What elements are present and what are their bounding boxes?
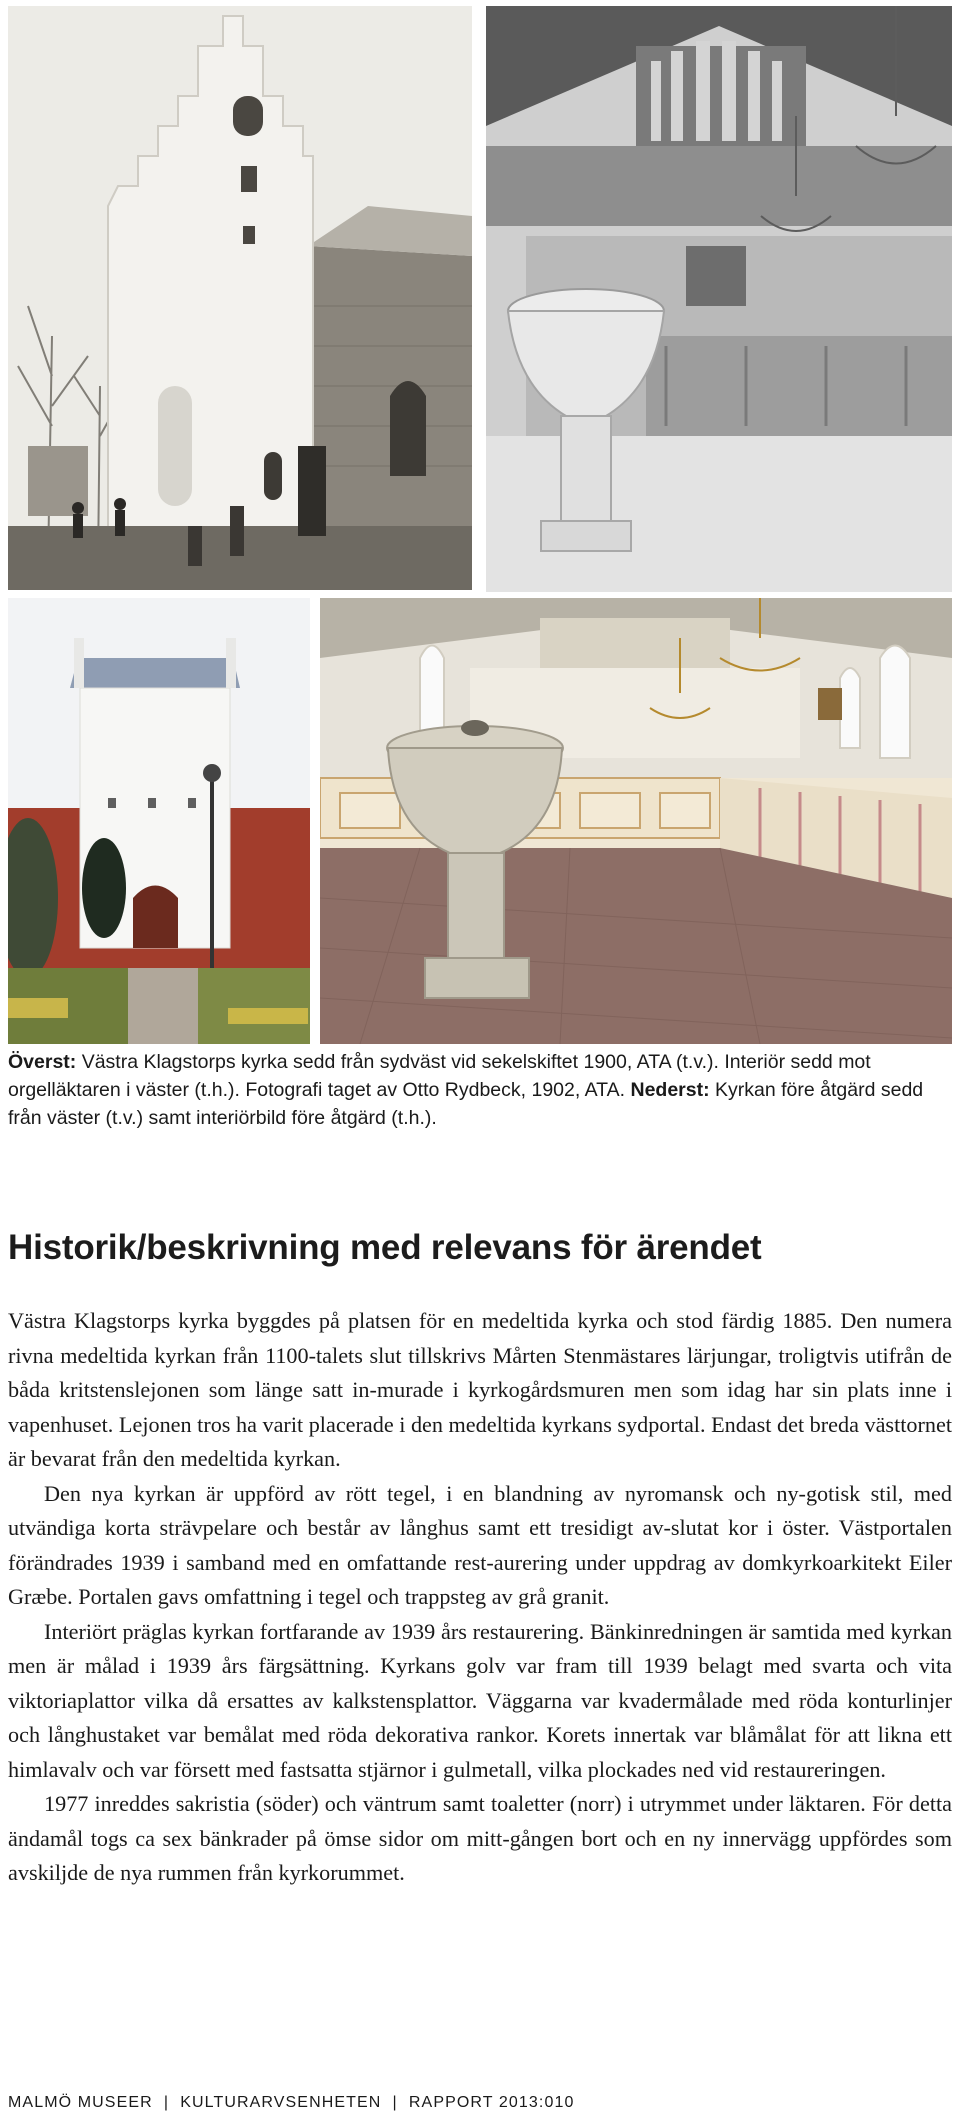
caption-text-top: Västra Klagstorps kyrka sedd från sydväst vid sekelskiftet 1900, ATA (t.v.). Interiör sedd mot orgelläktaren i väster (t.h.). Fotografi taget av Otto Rydbeck, 1902, ATA. xyxy=(8,1051,871,1101)
photo-exterior-west-before-image xyxy=(8,598,310,1044)
body-text xyxy=(8,1304,952,1891)
caption-label-bottom: Nederst: xyxy=(630,1079,710,1101)
paragraph-2: Den nya kyrkan är uppförd av rött tegel, i en blandning av nyromansk och ny-gotisk stil, med utvändiga korta strävpelare och består av långhus samt ett tresidigt av-slutat kor i öster. Västportalen förändrades 1939 i samband med en omfattande rest-aurering under uppdrag av domkyrkoarkitekt Eiler Græbe. Portalen gavs omfattning i tegel och trappsteg av grå granit. xyxy=(8,1480,952,1609)
caption-text-bottom: Kyrkan före åtgärd sedd från väster (t.v.) samt interiörbild före åtgärd (t.h.). xyxy=(8,1079,924,1129)
photo-exterior-west-before xyxy=(8,598,310,1044)
photo-interior-1902 xyxy=(486,6,952,592)
section-heading: Historik/beskrivning med relevans för ärendet xyxy=(8,1228,762,1267)
paragraph-1: Västra Klagstorps kyrka byggdes på platsen för en medeltida kyrka och stod färdig 1885. Den numera rivna medeltida kyrkan från 1100-talets slut tillskrivs Mårten Stenmästares lärjungar, troligtvis utifrån de båda kritstenslejonen som länge satt in-murade i kyrkogårdsmuren men som idag har sin plats inne i vapenhuset. Lejonen tros ha varit placerade i den medeltida kyrkans sydportal. Endast det breda västtornet är bevarat från den medeltida kyrkan. xyxy=(8,1308,952,1471)
paragraph-3: Interiört präglas kyrkan fortfarande av 1939 års restaurering. Bänkinredningen är samtida med kyrkan men är målad i 1939 års färgsättning. Kyrkans golv var fram till 1939 belagt med svarta och vita viktoriaplattor vilka då ersattes av kalkstensplattor. Väggarna var kvadermålade med röda konturlinjer och långhustaket var bemålat med röda dekorativa rankor. Korets innertak var blåmålat för att likna ett himlavalv och var försett med fastsatta stjärnor i gulmetall, vilka plockades ned vid restaureringen. xyxy=(8,1618,952,1782)
photo-interior-before-image xyxy=(320,598,952,1044)
photo-interior-before xyxy=(320,598,952,1044)
caption-label-top: Överst: xyxy=(8,1051,77,1073)
figure-caption xyxy=(8,1048,952,1132)
paragraph-4: 1977 inreddes sakristia (söder) och väntrum samt toaletter (norr) i utrymmet under läktaren. För detta ändamål togs ca sex bänkrader på ömse sidor om mitt-gången bort och en ny innervägg uppfördes som avskiljde de nya rummen från kyrkorummet. xyxy=(8,1791,952,1885)
photo-church-exterior-1900 xyxy=(8,6,472,590)
photo-interior-1902-image xyxy=(486,6,952,592)
page-footer: MALMÖ MUSEER | KULTURARVSENHETEN | RAPPORT 2013:010 xyxy=(8,2094,575,2111)
photo-church-exterior-1900-image xyxy=(8,6,472,590)
